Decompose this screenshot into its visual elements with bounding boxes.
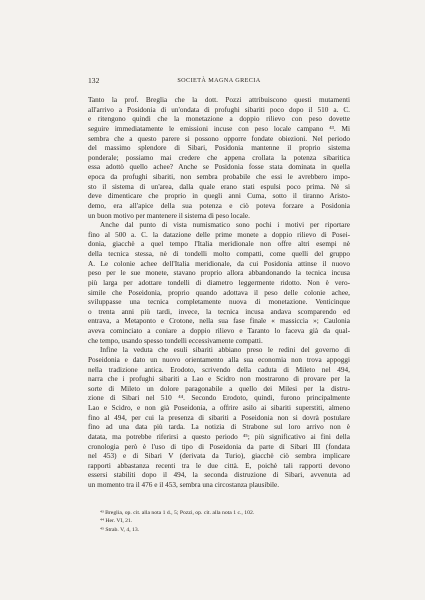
footnote: ⁴⁵ Strab. V, 4, 13. [100, 526, 140, 533]
text-line: fino al 500 a. C. la datazione delle prime monete a doppio rilievo di Posei- [88, 230, 350, 239]
page-header [88, 76, 350, 86]
text-line: demo, era all'apice della sua potenza e ciò poteva forzare a Posidonia [88, 201, 350, 210]
text-line: Poseidonia e dato un nuovo orientamento alla sua economia non trova appoggi [88, 355, 350, 364]
text-line: Infine la veduta che esuli sibariti abbiano preso le redini del governo di [100, 346, 350, 355]
running-head: SOCIETÀ MAGNA GRECIA [177, 77, 261, 84]
text-line: del massimo splendore di Sibari, Posidonia mantenne il proprio sistema [88, 144, 350, 153]
text-line: Lao e Scidro, e non già Poseidonia, a offrire asilo ai sibariti superstiti, almeno [88, 404, 350, 412]
paragraph [88, 221, 350, 346]
text-line: sembra che a questo parere si possono opporre fondate obiezioni. Nel periodo [88, 134, 350, 143]
text-line: nella tradizione antica. Erodoto, scrivendo della caduta di Mileto nel 494, [88, 365, 350, 374]
text-line: nel 453) e di Sibari V (derivata da Turio), giacchè ciò sembra implicare [88, 452, 350, 461]
text-line: della tecnica stessa, nè di tondelli molto compatti, come quelli del gruppo [88, 250, 350, 258]
text-line: sviluppasse una tecnica completamente nuova di monetazione. Venticinque [88, 298, 350, 307]
text-line: fino al 494, per cui la presenza di sibariti a Poseidonia non si dovrà postulare [88, 413, 350, 422]
text-line: entrava, a Metaponto e Crotone, nella sua fase finale « massiccia »; Caulonia [88, 317, 350, 326]
text-line: A. Le colonie achee dell'Italia meridionale, da cui Posidonia attinse il nuovo [88, 259, 350, 268]
text-line: e ritengono quindi che la monetazione a doppio rilievo con peso dovette [88, 115, 350, 124]
footnote: ⁴³ Breglia, op. cit. alla nota 1 d., 5; Pozzi, op. cit. alla nota 1 c., 102. [100, 510, 255, 516]
text-line: ponderale; possiamo mai credere che appena crollata la potenza sibaritica [88, 153, 350, 162]
body-text [88, 96, 350, 491]
text-line: o trenta anni più tardi, invece, la tecnica incusa andava scomparendo ed [88, 307, 350, 316]
text-line: simile che Poseidonia, proprio quando adottava il peso delle colonie achee, [88, 288, 350, 297]
text-line: cronologia però è l'uso di tipo di Poseidonia da parte di Sibari III (fondata [88, 442, 350, 451]
text-line: che tempo, usando spesso tondelli eccessivamente compatti. [88, 336, 263, 345]
paragraph [88, 346, 350, 490]
text-line: peso per le sue monete, stavano proprio allora abbandonando la tecnica incusa [88, 269, 350, 278]
text-line: seguire immediatamente le emissioni incuse con peso locale campano ⁴³. Mi [88, 124, 350, 133]
text-line: fino ad una data più tarda. La notizia di Strabone sul loro arrivo non è [88, 423, 350, 432]
text-line: all'arrivo a Posidonia di un'ondata di profughi sibariti poco dopo il 510 a. C. [88, 105, 350, 114]
paragraph [88, 96, 350, 221]
text-line: sto il sistema di un'area, dalla quale erano stati espulsi poco prima. Nè si [88, 182, 350, 191]
text-line: rapporti abbastanza recenti tra le due città. E, poichè tali rapporti devono [88, 461, 350, 470]
page-number: 132 [88, 76, 100, 85]
text-line: epoca da profughi sibariti, non sembra probabile che essi le avrebbero impo- [88, 173, 350, 181]
text-line: un buon motivo per mantenere il sistema di peso locale. [88, 211, 250, 220]
text-line: essa adottò quello achee? Anche se Posidonia fosse stata dominata in quella [88, 163, 350, 172]
text-line: essersi stabiliti dopo il 494, la seconda distruzione di Sibari, avvenuta ad [88, 471, 350, 480]
text-line: più larga per adottare tondelli di diametro leggermente ridotto. Non è vero- [88, 278, 350, 287]
text-line: Anche dal punto di vista numismatico sono pochi i motivi per riportare [100, 221, 350, 230]
footnotes [100, 509, 340, 534]
text-line: zione di Sibari nel 510 ⁴⁴. Secondo Erodoto, quindi, furono principalmente [88, 394, 350, 403]
text-line: un momento tra il 476 e il 453, sembra una circostanza plausibile. [88, 481, 280, 489]
text-line: datata, ma potrebbe riferirsi a questo periodo ⁴⁵; più significativo ai fini della [88, 432, 350, 441]
text-line: narra che i profughi sibariti a Lao e Scidro non mostrarono di provare per la [88, 375, 350, 384]
text-line: deve dimenticare che proprio in quegli anni Cuma, sotto il tiranno Aristo- [88, 192, 350, 201]
text-line: sorte di Mileto un dolore paragonabile a quello dei Milesi per la distru- [88, 384, 350, 393]
footnote: ⁴⁴ Her. VI, 21. [100, 518, 133, 525]
text-line: donia, giacchè a quel tempo l'Italia meridionale non offre altri esempi nè [88, 240, 350, 249]
text-line: Tanto la prof. Breglia che la dott. Pozzi attribuiscono questi mutamenti [88, 96, 350, 104]
text-line: aveva cominciato a coniare a doppio rilievo e Taranto lo faceva già da qual- [88, 327, 350, 335]
